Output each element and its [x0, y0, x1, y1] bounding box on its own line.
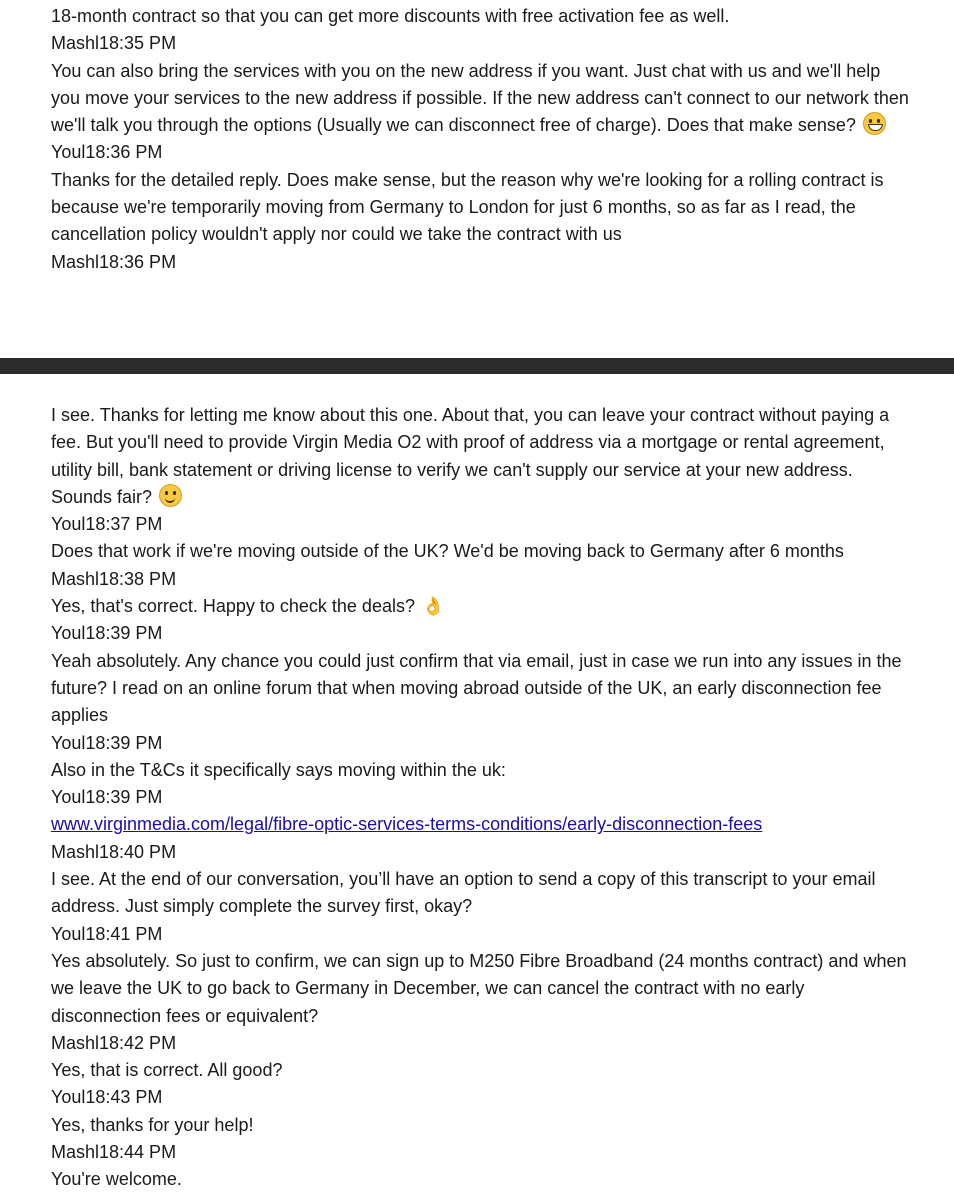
- message-body: [51, 1166, 914, 1193]
- message-sender-timestamp: Youl18:39 PM: [51, 623, 163, 644]
- message-body: [51, 58, 914, 140]
- message-body: [51, 948, 914, 1030]
- message-body: [51, 3, 914, 30]
- message-text: Yeah absolutely. Any chance you could just confirm that via email, just in case we run into any issues in the future? I read on an online forum that when moving abroad outside of the UK, an early disconnection fee applies: [51, 650, 907, 726]
- screenshot-divider: [0, 358, 954, 374]
- message-sender-timestamp: Mashl18:36 PM: [51, 251, 177, 272]
- grinning-face-icon: [863, 112, 886, 135]
- message-text: Yes absolutely. So just to confirm, we can sign up to M250 Fibre Broadband (24 months contract) and when we leave the UK to go back to Germany in December, we can cancel the contract with no early disconnection fees or equivalent?: [51, 950, 912, 1026]
- ok-hand-icon: 👌: [422, 596, 445, 618]
- message-sender-timestamp: Mashl18:35 PM: [51, 33, 177, 54]
- message-sender-timestamp: Mashl18:42 PM: [51, 1032, 177, 1053]
- message-sender-timestamp: Youl18:43 PM: [51, 1087, 163, 1108]
- message-sender-timestamp: Mashl18:38 PM: [51, 568, 177, 589]
- message-text: Thanks for the detailed reply. Does make sense, but the reason why we're looking for a rolling contract is because we're temporarily moving from Germany to London for just 6 months, so as far as I read, the cancellation policy wouldn't apply nor could we take the contract with us: [51, 169, 889, 245]
- message-body: [51, 402, 914, 511]
- message-text: Yes, thanks for your help!: [51, 1114, 254, 1135]
- message-body: [51, 757, 914, 784]
- message-body: [51, 648, 914, 730]
- message-text: 18-month contract so that you can get more discounts with free activation fee as well.: [51, 6, 730, 26]
- message-body: [51, 167, 914, 249]
- terms-link[interactable]: www.virginmedia.com/legal/fibre-optic-services-terms-conditions/early-disconnection-fees: [51, 814, 763, 835]
- message-sender-timestamp: Mashl18:44 PM: [51, 1142, 177, 1163]
- message-sender-timestamp: Mashl18:40 PM: [51, 841, 177, 862]
- message-text: Does that work if we're moving outside of the UK? We'd be moving back to Germany after 6 months: [51, 541, 844, 562]
- message-text: Yes, that is correct. All good?: [51, 1060, 283, 1081]
- smiling-face-icon: [159, 484, 182, 507]
- message-text: Yes, that's correct. Happy to check the deals?: [51, 596, 415, 617]
- message-body: [51, 538, 914, 565]
- message-text: You can also bring the services with you on the new address if you want. Just chat with us and we'll help you move your services to the new address if possible. If the new address can't connect to our network then we'll talk you through the options (Usually we can disconnect free of charge). Does that make sense?: [51, 60, 914, 136]
- message-text: I see. Thanks for letting me know about this one. About that, you can leave your contract without paying a fee. But you'll need to provide Virgin Media O2 with proof of address via a mortgage or rental agreement, utility bill, bank statement or driving license to verify we can't supply our service at your new address. Sounds fair?: [51, 405, 895, 507]
- message-text: Also in the T&Cs it specifically says moving within the uk:: [51, 759, 506, 780]
- message-body[interactable]: [51, 811, 914, 838]
- message-sender-timestamp: Youl18:39 PM: [51, 732, 163, 753]
- message-sender-timestamp: Youl18:36 PM: [51, 142, 163, 163]
- message-body: [51, 1057, 914, 1084]
- chat-transcript-top: [0, 3, 954, 276]
- message-text: You're welcome.: [51, 1169, 182, 1190]
- chat-transcript-bottom: [0, 402, 954, 1194]
- message-body: [51, 1112, 914, 1139]
- message-sender-timestamp: Youl18:37 PM: [51, 514, 163, 535]
- message-sender-timestamp: Youl18:41 PM: [51, 923, 163, 944]
- message-body: [51, 593, 914, 620]
- message-sender-timestamp: Youl18:39 PM: [51, 787, 163, 808]
- message-body: [51, 866, 914, 921]
- message-text: I see. At the end of our conversation, you’ll have an option to send a copy of this transcript to your email address. Just simply complete the survey first, okay?: [51, 869, 881, 917]
